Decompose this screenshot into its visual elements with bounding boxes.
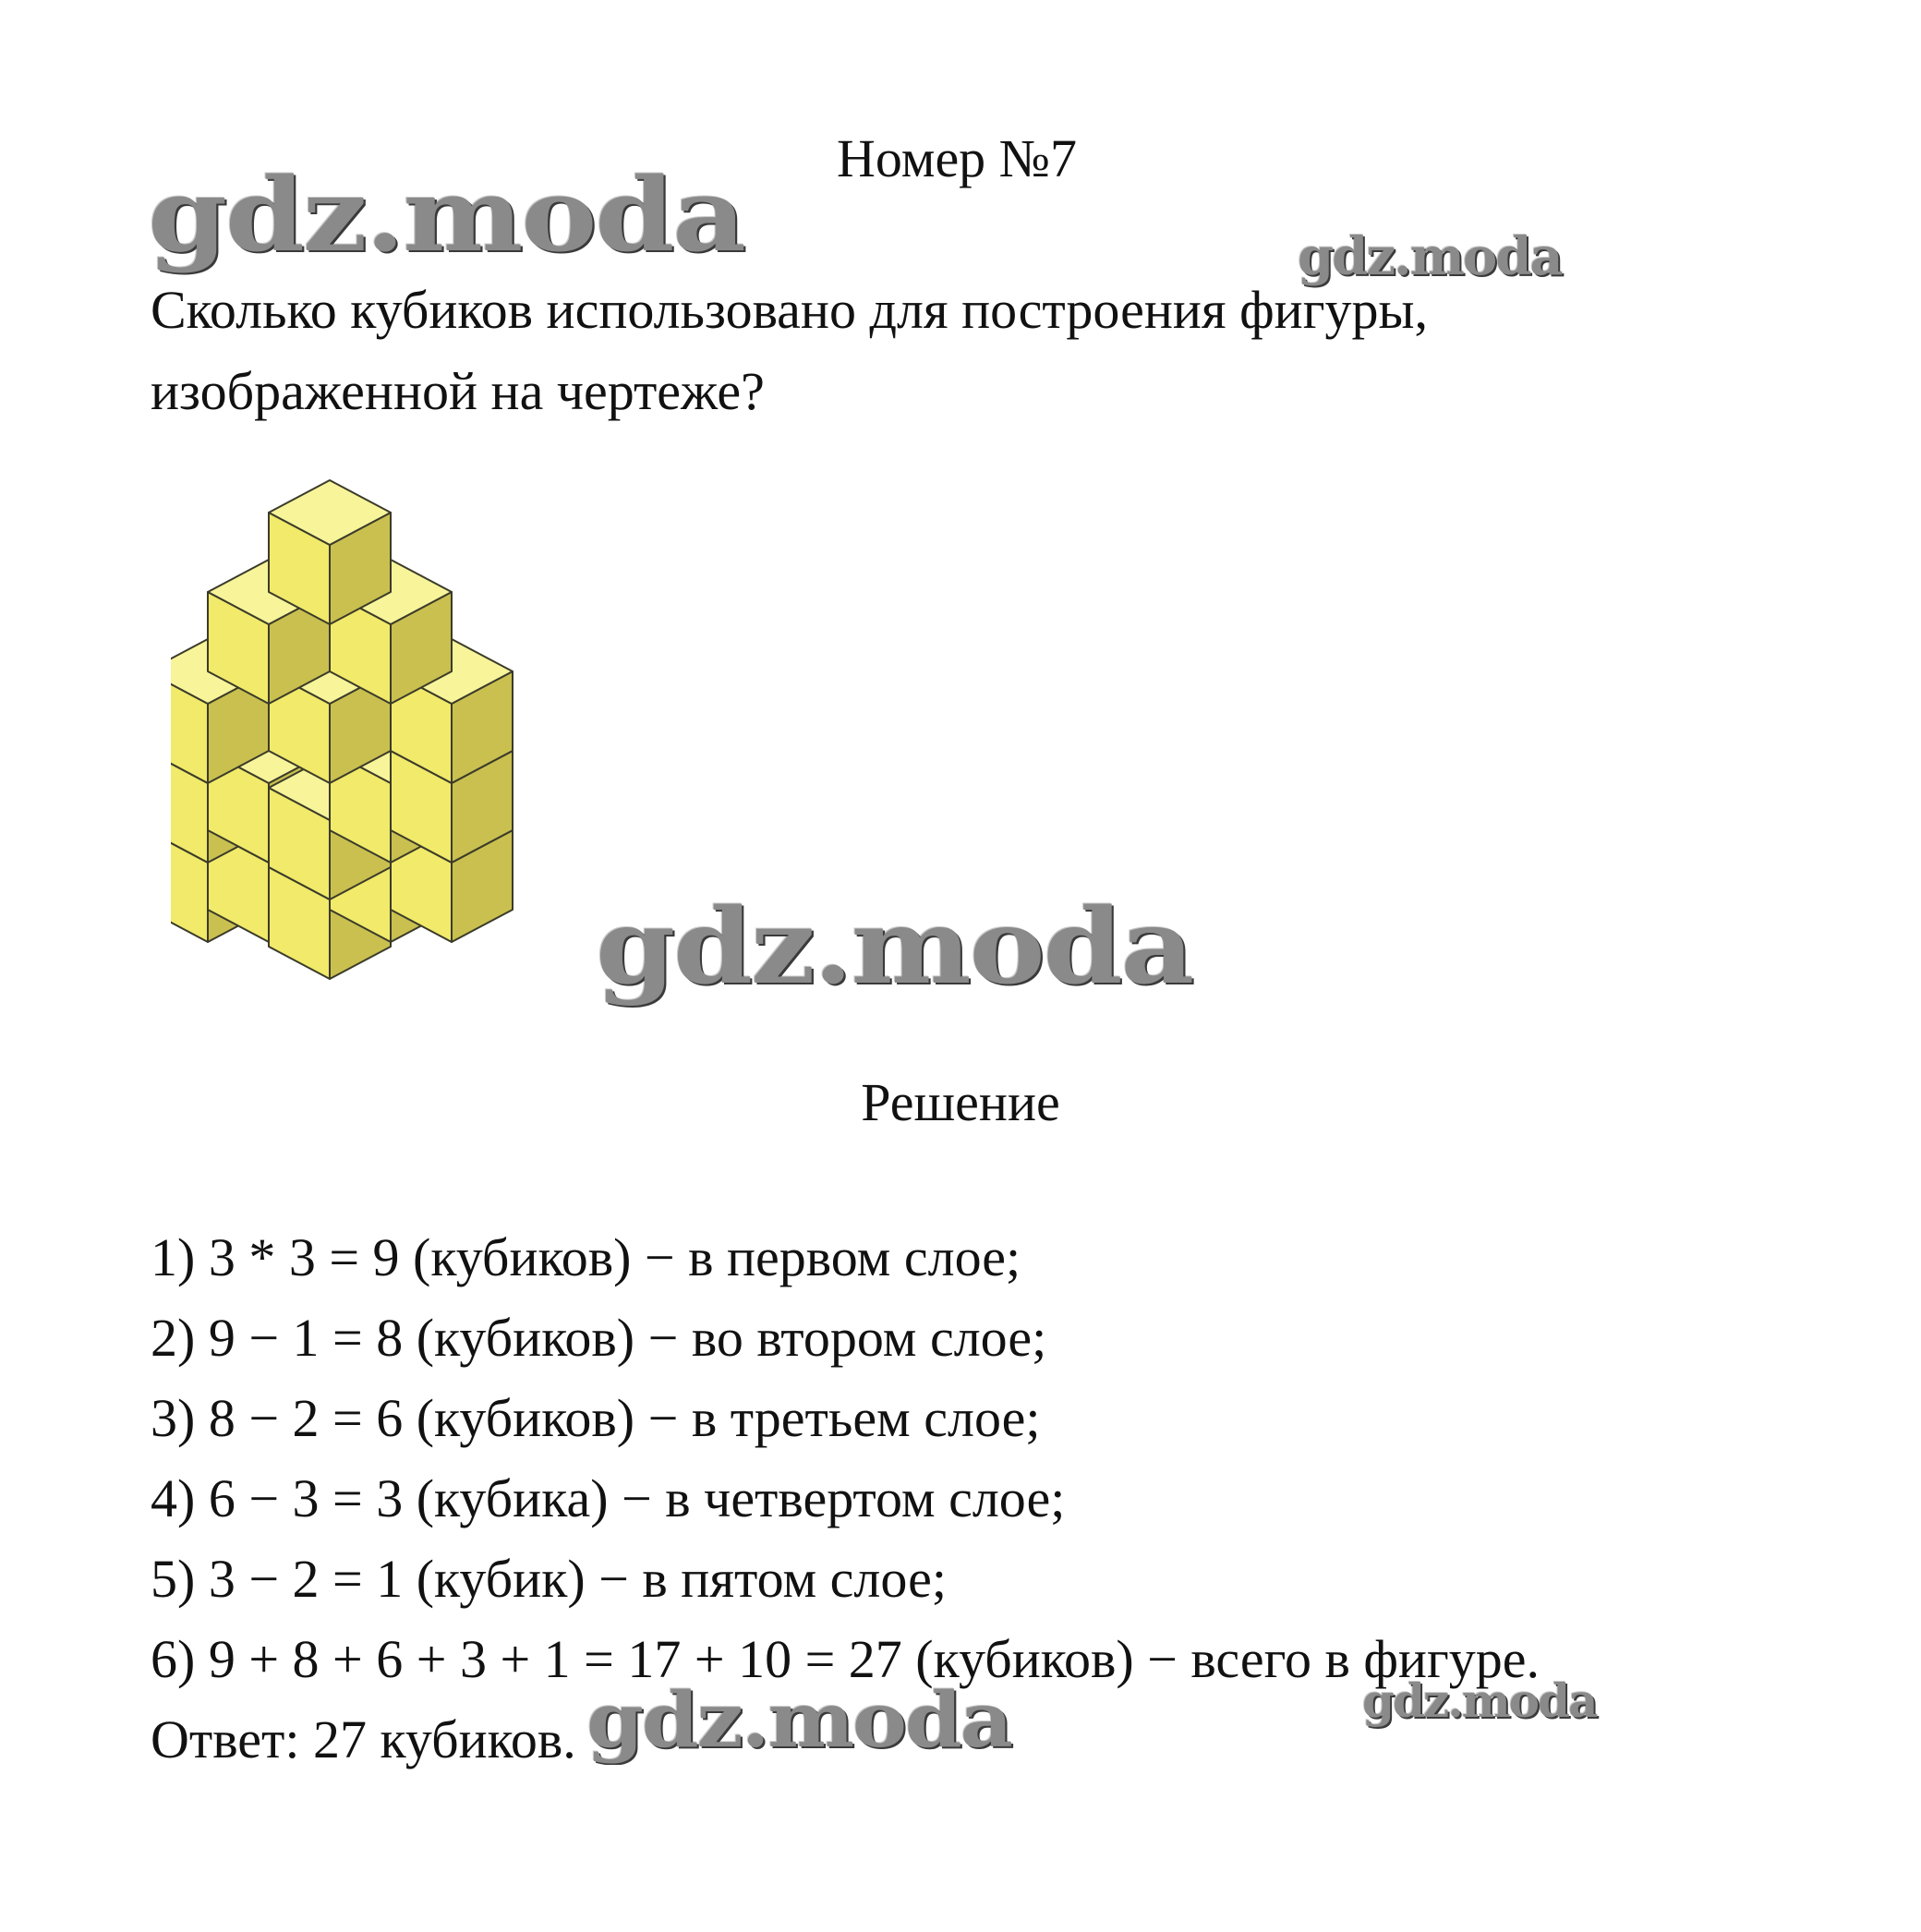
watermark-logo: gdz.moda bbox=[1298, 226, 1562, 287]
solution-step: 5) 3 − 2 = 1 (кубик) − в пятом слое; bbox=[151, 1549, 947, 1609]
solution-step: 1) 3 * 3 = 9 (кубиков) − в первом слое; bbox=[151, 1227, 1021, 1287]
page-title: Номер №7 bbox=[836, 128, 1078, 188]
watermark-logo: gdz.moda bbox=[148, 155, 744, 274]
solution-heading: Решение bbox=[861, 1072, 1060, 1132]
answer-text: Ответ: 27 кубиков. bbox=[151, 1709, 576, 1769]
cube-figure-illustration bbox=[171, 429, 577, 993]
question-text: Сколько кубиков использовано для построения фигуры, изображенной на чертеже? bbox=[151, 280, 1428, 421]
watermark-logo: gdz.moda bbox=[1362, 1673, 1597, 1728]
watermark-logo: gdz.moda bbox=[596, 887, 1193, 1008]
solution-step: 4) 6 − 3 = 3 (кубика) − в четвертом слое; bbox=[151, 1468, 1066, 1528]
solution-steps bbox=[151, 1217, 1540, 1699]
solution-step: 3) 8 − 2 = 6 (кубиков) − в третьем слое; bbox=[151, 1388, 1041, 1448]
watermark-logo: gdz.moda bbox=[586, 1676, 1011, 1765]
solution-step: 2) 9 − 1 = 8 (кубиков) − во втором слое; bbox=[151, 1308, 1047, 1368]
solution-step: 6) 9 + 8 + 6 + 3 + 1 = 17 + 10 = 27 (кубиков) − всего в фигуре. bbox=[151, 1629, 1540, 1689]
